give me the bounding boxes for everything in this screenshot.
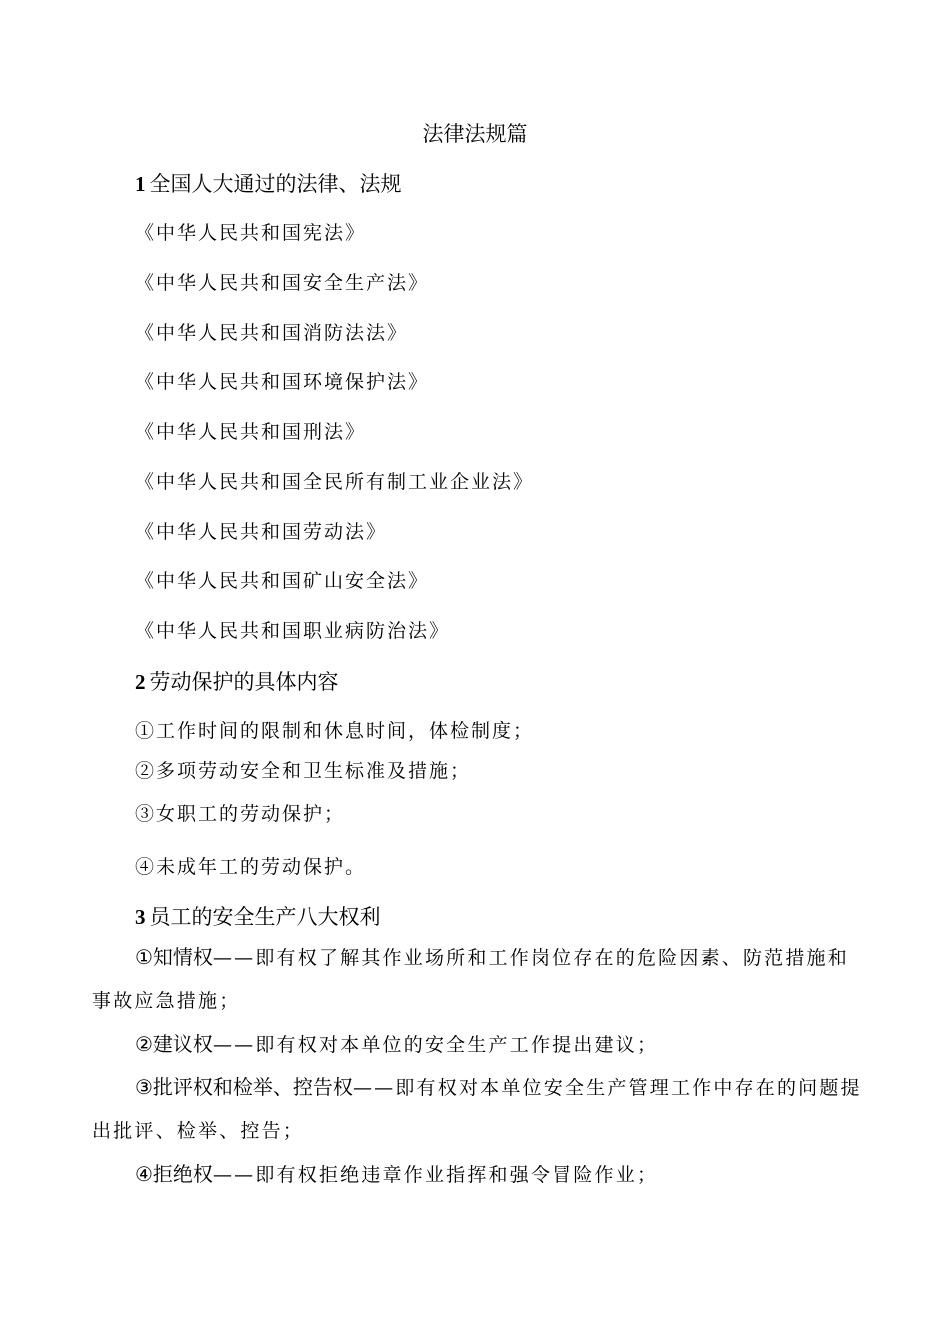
- section-heading-1: [135, 170, 402, 198]
- right-paragraph: [92, 1023, 862, 1067]
- list-item: 《中华人民共和国环境保护法》: [135, 371, 430, 393]
- right-description: ——即有权拒绝违章作业指挥和强令冒险作业；: [212, 1164, 659, 1186]
- right-description: ——即有权对本单位安全生产管理工作中存在的问题提出批评、检举、控告；: [92, 1077, 862, 1142]
- page-title: 法律法规篇: [422, 122, 528, 146]
- list-item: ①工作时间的限制和休息时间，体检制度；: [135, 720, 535, 742]
- right-term: ③批评权和检举、控告权: [135, 1075, 353, 1099]
- list-item: 《中华人民共和国消防法法》: [135, 322, 409, 344]
- right-term: ②建议权: [135, 1032, 213, 1056]
- right-paragraph: [92, 1153, 862, 1197]
- list-item: 《中华人民共和国宪法》: [135, 222, 367, 244]
- section-heading-2: [135, 668, 339, 696]
- right-description: ——即有权了解其作业场所和工作岗位存在的危险因素、防范措施和事故应急措施；: [92, 947, 849, 1012]
- section-heading-3: [135, 903, 381, 931]
- list-item: 《中华人民共和国劳动法》: [135, 521, 388, 543]
- section-title: 全国人大通过的法律、法规: [149, 172, 402, 196]
- list-item: 《中华人民共和国矿山安全法》: [135, 570, 430, 592]
- list-item: 《中华人民共和国全民所有制工业企业法》: [135, 471, 535, 493]
- section-number: 3: [135, 905, 146, 929]
- section-number: 1: [135, 172, 146, 196]
- list-item: ④未成年工的劳动保护。: [135, 856, 367, 878]
- right-paragraph: [92, 1066, 862, 1153]
- section-title: 员工的安全生产八大权利: [149, 905, 381, 929]
- list-item: ②多项劳动安全和卫生标准及措施；: [135, 760, 472, 782]
- section-title: 劳动保护的具体内容: [149, 670, 339, 694]
- list-item: 《中华人民共和国安全生产法》: [135, 272, 430, 294]
- section-number: 2: [135, 670, 146, 694]
- right-term: ①知情权: [135, 945, 213, 969]
- list-item: 《中华人民共和国刑法》: [135, 421, 367, 443]
- right-description: ——即有权对本单位的安全生产工作提出建议；: [212, 1034, 659, 1056]
- list-item: ③女职工的劳动保护；: [135, 803, 346, 825]
- right-paragraph: [92, 936, 862, 1023]
- list-item: 《中华人民共和国职业病防治法》: [135, 620, 451, 642]
- right-term: ④拒绝权: [135, 1162, 213, 1186]
